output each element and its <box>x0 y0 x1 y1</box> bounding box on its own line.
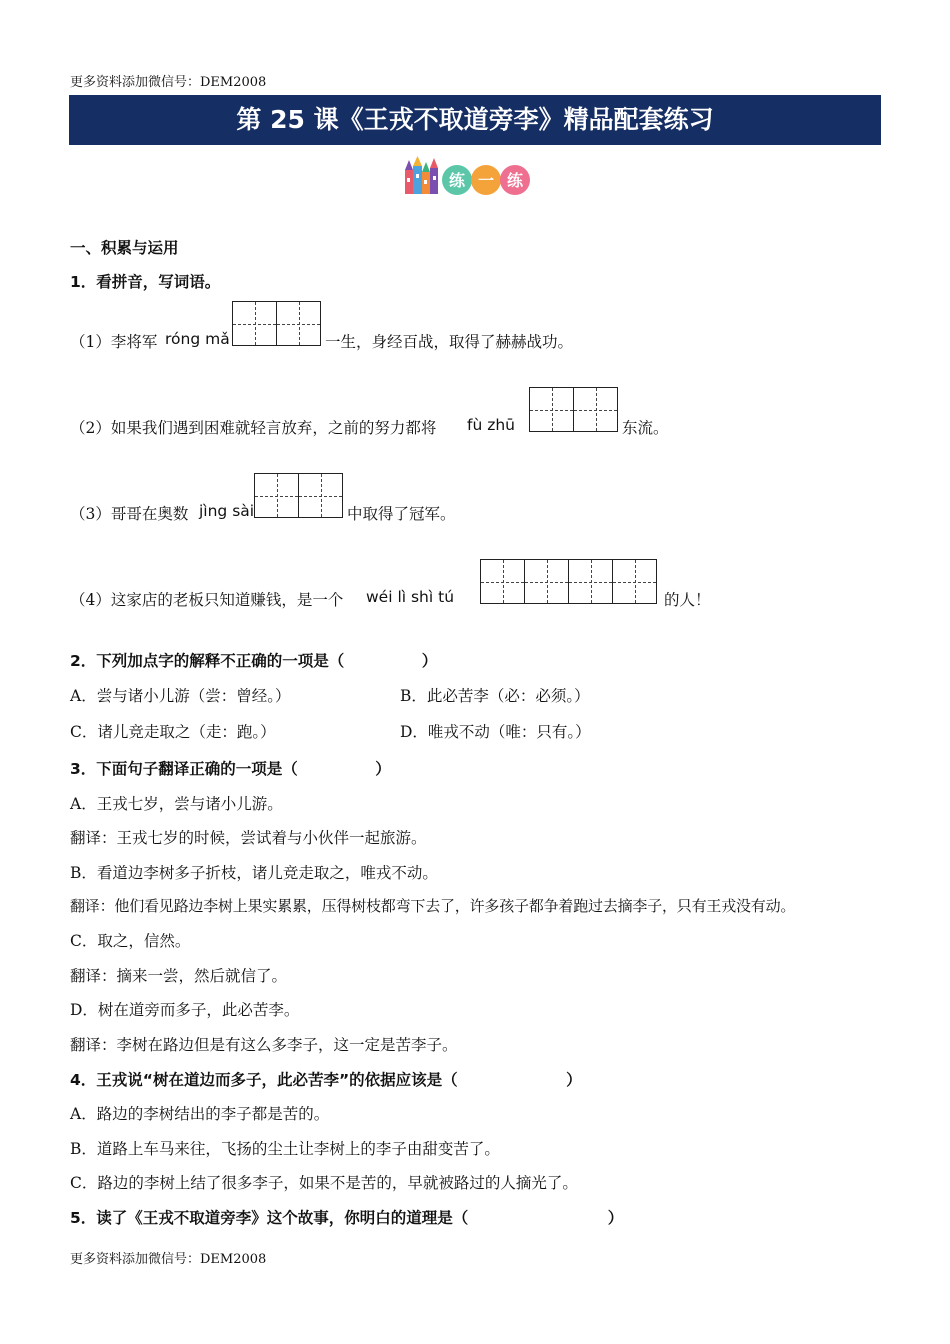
q4-title: 4．王戎说“树在道边而多子，此必苦李”的依据应该是（ ） <box>70 1071 582 1089</box>
q1-title: 1．看拼音，写词语。 <box>70 273 221 291</box>
q1-item-3-suffix: 中取得了冠军。 <box>347 505 456 523</box>
q4-option-b[interactable]: B．道路上车马来往，飞扬的尘土让李树上的李子由甜变苦了。 <box>70 1140 500 1158</box>
q4-option-c[interactable]: C．路边的李树上结了很多李子，如果不是苦的，早就被路过的人摘光了。 <box>70 1174 578 1192</box>
q1-item-4-pinyin: wéi lì shì tú <box>366 588 455 606</box>
q1-item-1-writing-grid[interactable] <box>232 301 320 346</box>
q2-option-d[interactable]: D．唯戎不动（唯：只有。） <box>400 723 591 741</box>
q3-translation-a: 翻译：王戎七岁的时候，尝试着与小伙伴一起旅游。 <box>70 829 427 847</box>
header-note: 更多资料添加微信号：DEM2008 <box>70 75 267 90</box>
q1-item-4-writing-grid[interactable] <box>480 559 656 604</box>
q1-item-4-suffix: 的人！ <box>664 591 711 609</box>
q3-translation-c: 翻译：摘来一尝，然后就信了。 <box>70 967 288 985</box>
q3-option-c[interactable]: C．取之，信然。 <box>70 932 191 950</box>
q1-item-3-pinyin: jìng sài <box>199 502 255 520</box>
q4-option-a[interactable]: A．路边的李树结出的李子都是苦的。 <box>70 1105 330 1123</box>
q1-item-3-prefix: （3）哥哥在奥数 <box>70 505 189 523</box>
q1-item-1-suffix: 一生，身经百战，取得了赫赫战功。 <box>325 333 574 351</box>
section-heading: 一、积累与运用 <box>70 239 179 257</box>
q3-translation-b: 翻译：他们看见路边李树上果实累累，压得树枝都弯下去了，许多孩子都争着跑过去摘李子，只有王戎没有动。 <box>70 897 796 915</box>
q1-item-2-pinyin: fù zhū <box>467 416 515 434</box>
q2-title: 2．下列加点字的解释不正确的一项是（ ） <box>70 652 438 670</box>
q1-item-2-writing-grid[interactable] <box>529 387 617 432</box>
castle-icon <box>405 156 438 194</box>
q1-item-2-prefix: （2）如果我们遇到困难就轻言放弃，之前的努力都将 <box>70 419 437 437</box>
badge-char-3: 练 <box>506 171 524 190</box>
q2-option-c[interactable]: C．诸儿竞走取之（走：跑。） <box>70 723 276 741</box>
q3-option-d[interactable]: D．树在道旁而多子，此必苦李。 <box>70 1001 300 1019</box>
q1-item-1-pinyin: róng mǎ <box>165 330 230 348</box>
practice-badge <box>403 156 533 196</box>
q1-item-3-writing-grid[interactable] <box>254 473 342 518</box>
badge-char-1: 练 <box>448 171 466 190</box>
q3-translation-d: 翻译：李树在路边但是有这么多李子，这一定是苦李子。 <box>70 1036 458 1054</box>
q3-option-b[interactable]: B．看道边李树多子折枝，诸儿竞走取之，唯戎不动。 <box>70 864 438 882</box>
q1-item-1-prefix: （1）李将军 <box>70 333 158 351</box>
page-title: 第 25 课《王戎不取道旁李》精品配套练习 <box>69 95 881 145</box>
q2-option-b[interactable]: B．此必苦李（必：必须。） <box>400 687 590 705</box>
q1-item-4-prefix: （4）这家店的老板只知道赚钱，是一个 <box>70 591 344 609</box>
footer-note: 更多资料添加微信号：DEM2008 <box>70 1252 267 1267</box>
q1-item-2-suffix: 东流。 <box>622 419 669 437</box>
badge-char-2: 一 <box>477 171 495 190</box>
q3-title: 3．下面句子翻译正确的一项是（ ） <box>70 760 391 778</box>
q2-option-a[interactable]: A．尝与诸小儿游（尝：曾经。） <box>70 687 291 705</box>
q3-option-a[interactable]: A．王戎七岁，尝与诸小儿游。 <box>70 795 283 813</box>
q5-title: 5．读了《王戎不取道旁李》这个故事，你明白的道理是（ ） <box>70 1209 624 1227</box>
